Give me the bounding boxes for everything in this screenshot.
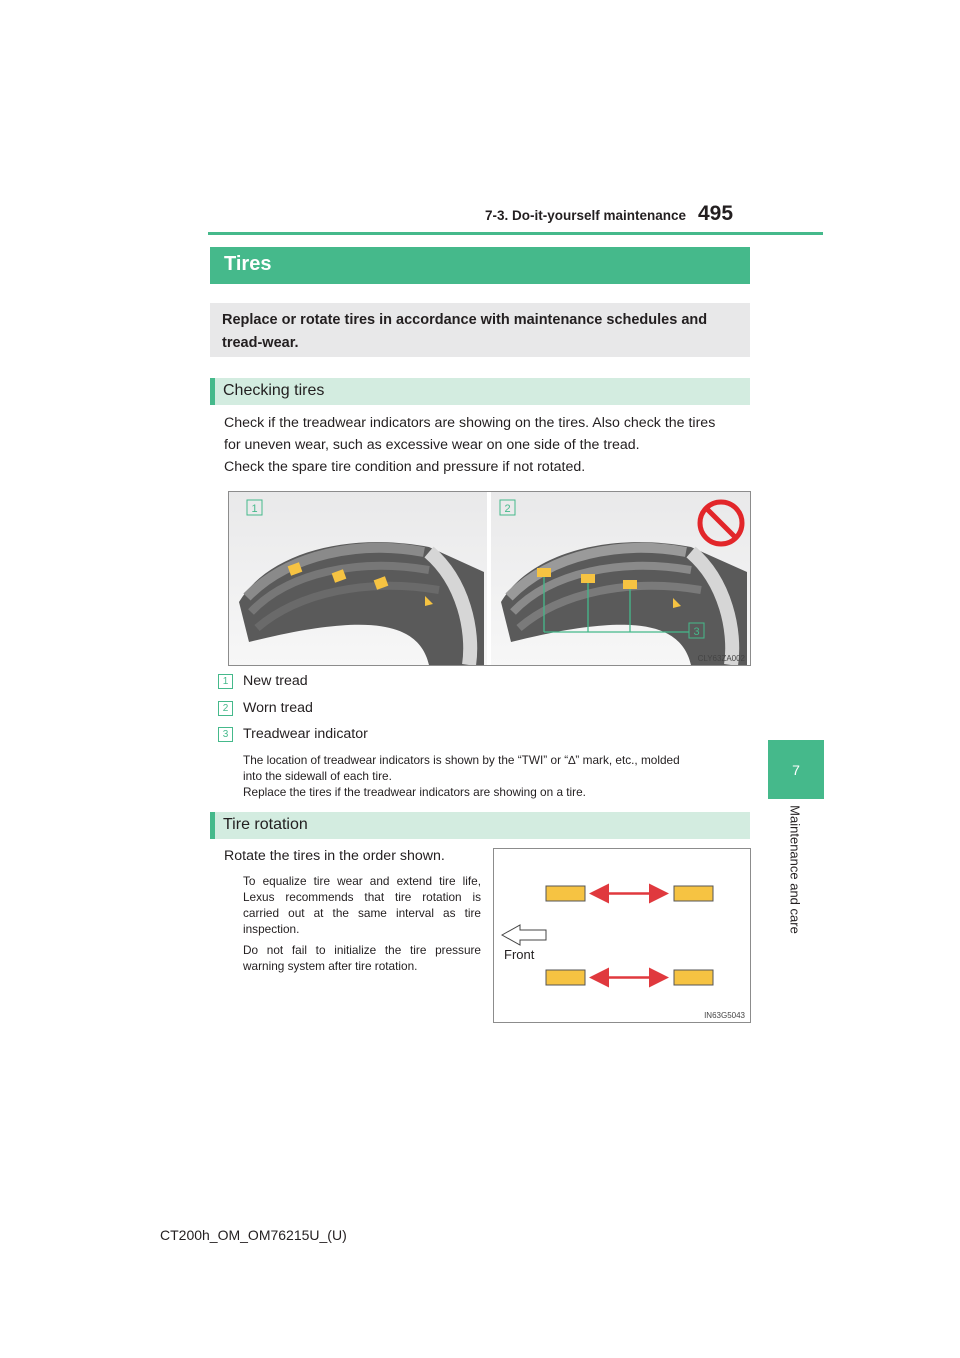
legend-number: 1: [218, 674, 233, 689]
document-code-footer: CT200h_OM_OM76215U_(U): [160, 1227, 347, 1243]
legend-item-worn-tread: [218, 698, 313, 718]
checking-body-line-2: for uneven wear, such as excessive wear on one side of the tread.: [224, 437, 640, 453]
subheading-tire-rotation: Tire rotation: [210, 812, 750, 839]
indicator-mark-3: [623, 580, 637, 589]
front-label: Front: [504, 947, 535, 962]
legend-number: 2: [218, 701, 233, 716]
treadwear-note-line-2: into the sidewall of each tire.: [243, 769, 392, 783]
tire-front-right: [674, 886, 713, 901]
legend-number: 3: [218, 727, 233, 742]
legend-item-new-tread: [218, 671, 308, 691]
tire-rear-left: [546, 970, 585, 985]
rotation-note-1: To equalize tire wear and extend tire life, Lexus recommends that tire rotation is carried out at the same interval as tire inspection.: [243, 874, 481, 936]
intro-box: Replace or rotate tires in accordance with maintenance schedules and tread-wear.: [210, 303, 750, 357]
indicator-mark-1: [537, 568, 551, 577]
front-arrow-icon: [502, 925, 546, 945]
figure-code-rotation: IN63G5043: [704, 1011, 745, 1020]
header-rule: [208, 232, 823, 235]
legend-item-treadwear-indicator: [218, 724, 368, 744]
callout-2-label: 2: [504, 503, 511, 515]
figure-code-tread: CLY63ZA002: [697, 654, 745, 663]
treadwear-figure: [228, 491, 751, 666]
rotation-diagram: [494, 849, 750, 1022]
checking-body-line-1: Check if the treadwear indicators are showing on the tires. Also check the tires: [224, 415, 716, 431]
rotation-note-2: Do not fail to initialize the tire pressure warning system after tire rotation.: [243, 943, 481, 973]
chapter-title-vertical: Maintenance and care: [787, 805, 803, 934]
tire-rear-right: [674, 970, 713, 985]
treadwear-illustration: [229, 492, 750, 665]
rotation-body: Rotate the tires in the order shown.: [224, 848, 445, 864]
checking-body-line-3: Check the spare tire condition and pressure if not rotated.: [224, 459, 586, 475]
section-title: Tires: [210, 247, 750, 284]
rotation-figure: [493, 848, 751, 1023]
callout-3-label: 3: [693, 626, 700, 638]
legend-label: Worn tread: [243, 700, 313, 716]
chapter-tab: 7: [768, 740, 824, 799]
running-header-section: 7-3. Do-it-yourself maintenance: [484, 208, 686, 223]
treadwear-note-line-3: Replace the tires if the treadwear indicators are showing on a tire.: [243, 785, 586, 799]
legend-label: New tread: [243, 673, 308, 689]
callout-1-label: 1: [251, 503, 258, 515]
treadwear-note-line-1: The location of treadwear indicators is shown by the “TWI” or “∆” mark, etc., molded: [243, 753, 680, 767]
page-number: 495: [698, 202, 734, 225]
indicator-mark-2: [581, 574, 595, 583]
legend-label: Treadwear indicator: [243, 726, 368, 742]
subheading-checking-tires: Checking tires: [210, 378, 750, 405]
tire-front-left: [546, 886, 585, 901]
